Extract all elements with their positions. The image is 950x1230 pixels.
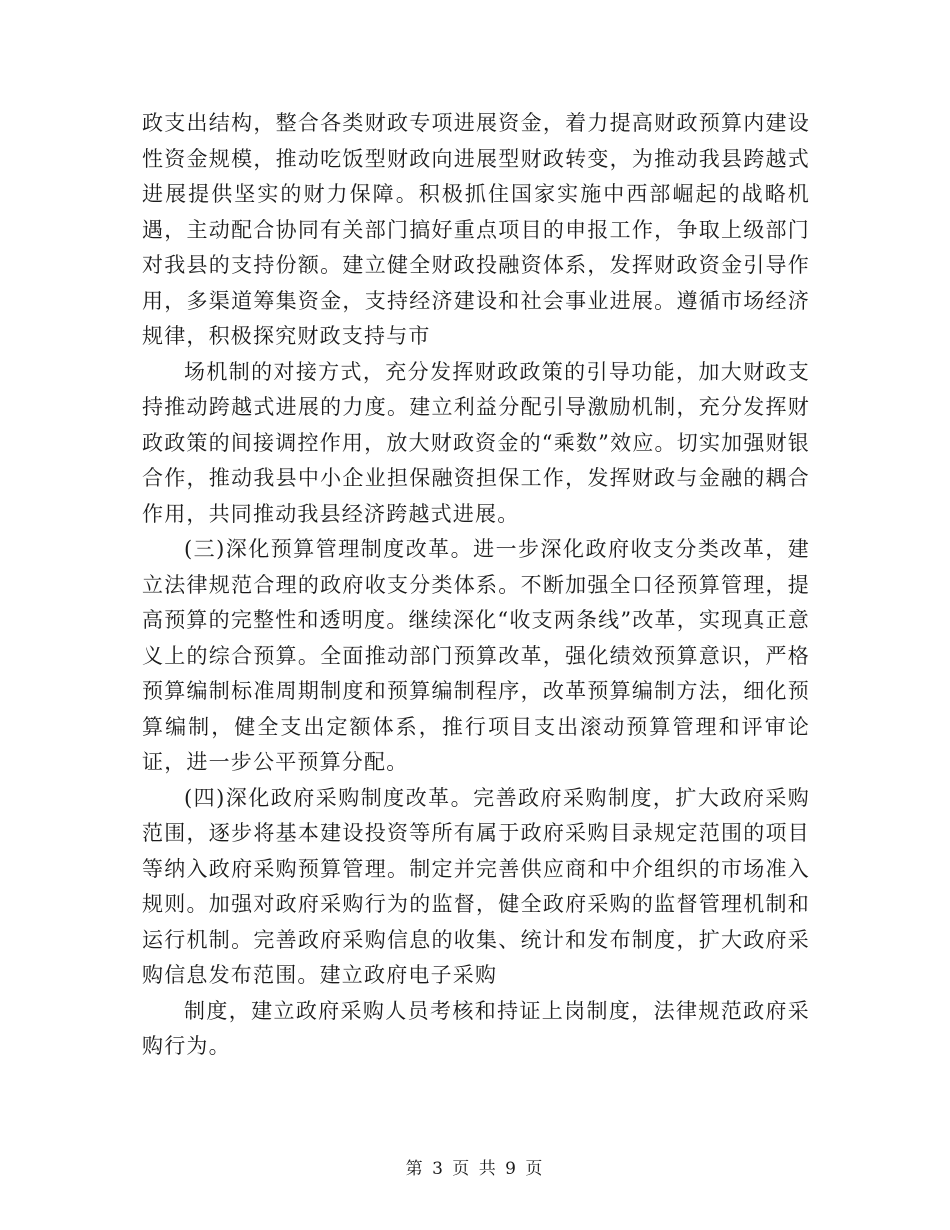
page-number-footer: 第 3 页 共 9 页 [405, 1159, 545, 1179]
paragraph-3: (三)深化预算管理制度改革。进一步深化政府收支分类改革，建立法律规范合理的政府收支分类体系。不断加强全口径预算管理，提高预算的完整性和透明度。继续深化“收支两条线”改革，实现真正意义上的综合预算。全面推动部门预算改革，强化绩效预算意识，严格预算编制标准周期制度和预算编制程序，改革预算编制方法，细化预算编制，健全支出定额体系，推行项目支出滚动预算管理和评审论证，进一步公平预算分配。 [142, 537, 810, 774]
paragraph-1: 政支出结构，整合各类财政专项进展资金，着力提高财政预算内建设性资金规模，推动吃饭型财政向进展型财政转变，为推动我县跨越式进展提供坚实的财力保障。积极抓住国家实施中西部崛起的战略机遇，主动配合协同有关部门搞好重点项目的申报工作，争取上级部门对我县的支持份额。建立健全财政投融资体系，发挥财政资金引导作用，多渠道筹集资金，支持经济建设和社会事业进展。遵循市场经济规律，积极探究财政支持与市 [142, 111, 810, 348]
paragraph-5: 制度，建立政府采购人员考核和持证上岗制度，法律规范政府采购行为。 [142, 998, 810, 1058]
paragraph-2: 场机制的对接方式，充分发挥财政政策的引导功能，加大财政支持推动跨越式进展的力度。建立利益分配引导激励机制，充分发挥财政政策的间接调控作用，放大财政资金的“乘数”效应。切实加强财银合作，推动我县中小企业担保融资担保工作，发挥财政与金融的耦合作用，共同推动我县经济跨越式进展。 [142, 359, 810, 526]
body-text [142, 106, 810, 1065]
paragraph-4: (四)深化政府采购制度改革。完善政府采购制度，扩大政府采购范围，逐步将基本建设投资等所有属于政府采购目录规定范围的项目等纳入政府采购预算管理。制定并完善供应商和中介组织的市场准入规则。加强对政府采购行为的监督，健全政府采购的监督管理机制和运行机制。完善政府采购信息的收集、统计和发布制度，扩大政府采购信息发布范围。建立政府电子采购 [142, 785, 810, 987]
